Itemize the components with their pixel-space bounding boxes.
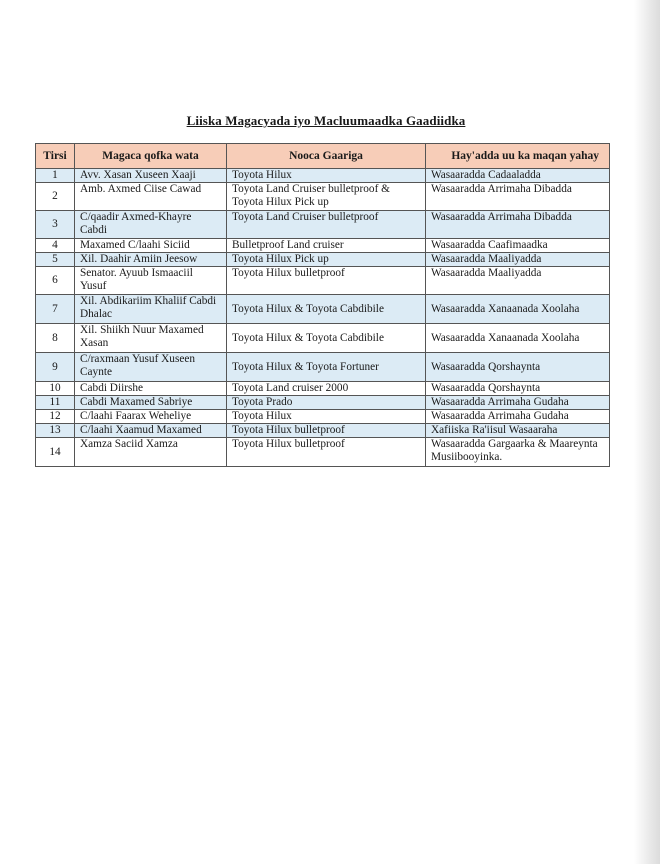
- row-number: 2: [36, 183, 75, 211]
- vehicle-type: Toyota Hilux & Toyota Fortuner: [227, 353, 426, 382]
- table-row: [36, 267, 610, 295]
- vehicle-type: Toyota Hilux & Toyota Cabdibile: [227, 295, 426, 324]
- agency: Wasaaradda Arrimaha Dibadda: [426, 183, 610, 211]
- row-number: 3: [36, 211, 75, 239]
- row-number: 8: [36, 324, 75, 353]
- agency: Wasaaradda Caafimaadka: [426, 239, 610, 253]
- row-number: 6: [36, 267, 75, 295]
- agency: Wasaaradda Gargaarka & Maareynta Musiibooyinka.: [426, 438, 610, 467]
- driver-name: C/laahi Xaamud Maxamed: [75, 424, 227, 438]
- agency: Wasaaradda Xanaanada Xoolaha: [426, 295, 610, 324]
- table-row: [36, 438, 610, 467]
- agency: Wasaaradda Qorshaynta: [426, 382, 610, 396]
- driver-name: Avv. Xasan Xuseen Xaaji: [75, 169, 227, 183]
- driver-name: C/laahi Faarax Weheliye: [75, 410, 227, 424]
- agency: Wasaaradda Maaliyadda: [426, 267, 610, 295]
- agency: Wasaaradda Maaliyadda: [426, 253, 610, 267]
- row-number: 10: [36, 382, 75, 396]
- row-number: 7: [36, 295, 75, 324]
- vehicle-type: Toyota Land cruiser 2000: [227, 382, 426, 396]
- row-number: 1: [36, 169, 75, 183]
- vehicle-type: Toyota Hilux bulletproof: [227, 267, 426, 295]
- vehicle-type: Toyota Hilux: [227, 410, 426, 424]
- row-number: 12: [36, 410, 75, 424]
- driver-name: C/raxmaan Yusuf Xuseen Caynte: [75, 353, 227, 382]
- table-row: [36, 382, 610, 396]
- driver-name: Cabdi Maxamed Sabriye: [75, 396, 227, 410]
- vehicle-type: Toyota Hilux & Toyota Cabdibile: [227, 324, 426, 353]
- driver-name: Xil. Shiikh Nuur Maxamed Xasan: [75, 324, 227, 353]
- column-header-driver-name: Magaca qofka wata: [75, 144, 227, 169]
- agency: Wasaaradda Arrimaha Gudaha: [426, 410, 610, 424]
- vehicle-table: [35, 143, 610, 467]
- row-number: 9: [36, 353, 75, 382]
- agency: Wasaaradda Xanaanada Xoolaha: [426, 324, 610, 353]
- table-row: [36, 183, 610, 211]
- row-number: 4: [36, 239, 75, 253]
- document-title: Liiska Magacyada iyo Macluumaadka Gaadiidka: [186, 113, 466, 128]
- table-row: [36, 253, 610, 267]
- table-row: [36, 211, 610, 239]
- vehicle-type: Toyota Hilux Pick up: [227, 253, 426, 267]
- driver-name: Xil. Abdikariim Khaliif Cabdi Dhalac: [75, 295, 227, 324]
- vehicle-type: Bulletproof Land cruiser: [227, 239, 426, 253]
- table-row: [36, 239, 610, 253]
- table-row: [36, 169, 610, 183]
- driver-name: Amb. Axmed Ciise Cawad: [75, 183, 227, 211]
- vehicle-type: Toyota Hilux bulletproof: [227, 424, 426, 438]
- agency: Wasaaradda Arrimaha Gudaha: [426, 396, 610, 410]
- vehicle-type: Toyota Hilux: [227, 169, 426, 183]
- table-row: [36, 410, 610, 424]
- driver-name: Cabdi Diirshe: [75, 382, 227, 396]
- page-edge-shadow: [634, 0, 660, 864]
- driver-name: Xamza Saciid Xamza: [75, 438, 227, 467]
- table-row: [36, 424, 610, 438]
- agency: Wasaaradda Arrimaha Dibadda: [426, 211, 610, 239]
- vehicle-type: Toyota Land Cruiser bulletproof & Toyota Hilux Pick up: [227, 183, 426, 211]
- agency: Wasaaradda Cadaaladda: [426, 169, 610, 183]
- row-number: 5: [36, 253, 75, 267]
- column-header-number: Tirsi: [36, 144, 75, 169]
- driver-name: Senator. Ayuub Ismaaciil Yusuf: [75, 267, 227, 295]
- table-row: [36, 324, 610, 353]
- vehicle-type: Toyota Land Cruiser bulletproof: [227, 211, 426, 239]
- table-row: [36, 396, 610, 410]
- row-number: 11: [36, 396, 75, 410]
- column-header-vehicle-type: Nooca Gaariga: [227, 144, 426, 169]
- driver-name: Maxamed C/laahi Siciid: [75, 239, 227, 253]
- table-header-row: [36, 144, 610, 169]
- table-row: [36, 295, 610, 324]
- vehicle-type: Toyota Prado: [227, 396, 426, 410]
- driver-name: Xil. Daahir Amiin Jeesow: [75, 253, 227, 267]
- agency: Wasaaradda Qorshaynta: [426, 353, 610, 382]
- driver-name: C/qaadir Axmed-Khayre Cabdi: [75, 211, 227, 239]
- vehicle-type: Toyota Hilux bulletproof: [227, 438, 426, 467]
- column-header-agency: Hay'adda uu ka maqan yahay: [426, 144, 610, 169]
- row-number: 13: [36, 424, 75, 438]
- table-row: [36, 353, 610, 382]
- row-number: 14: [36, 438, 75, 467]
- agency: Xafiiska Ra'iisul Wasaaraha: [426, 424, 610, 438]
